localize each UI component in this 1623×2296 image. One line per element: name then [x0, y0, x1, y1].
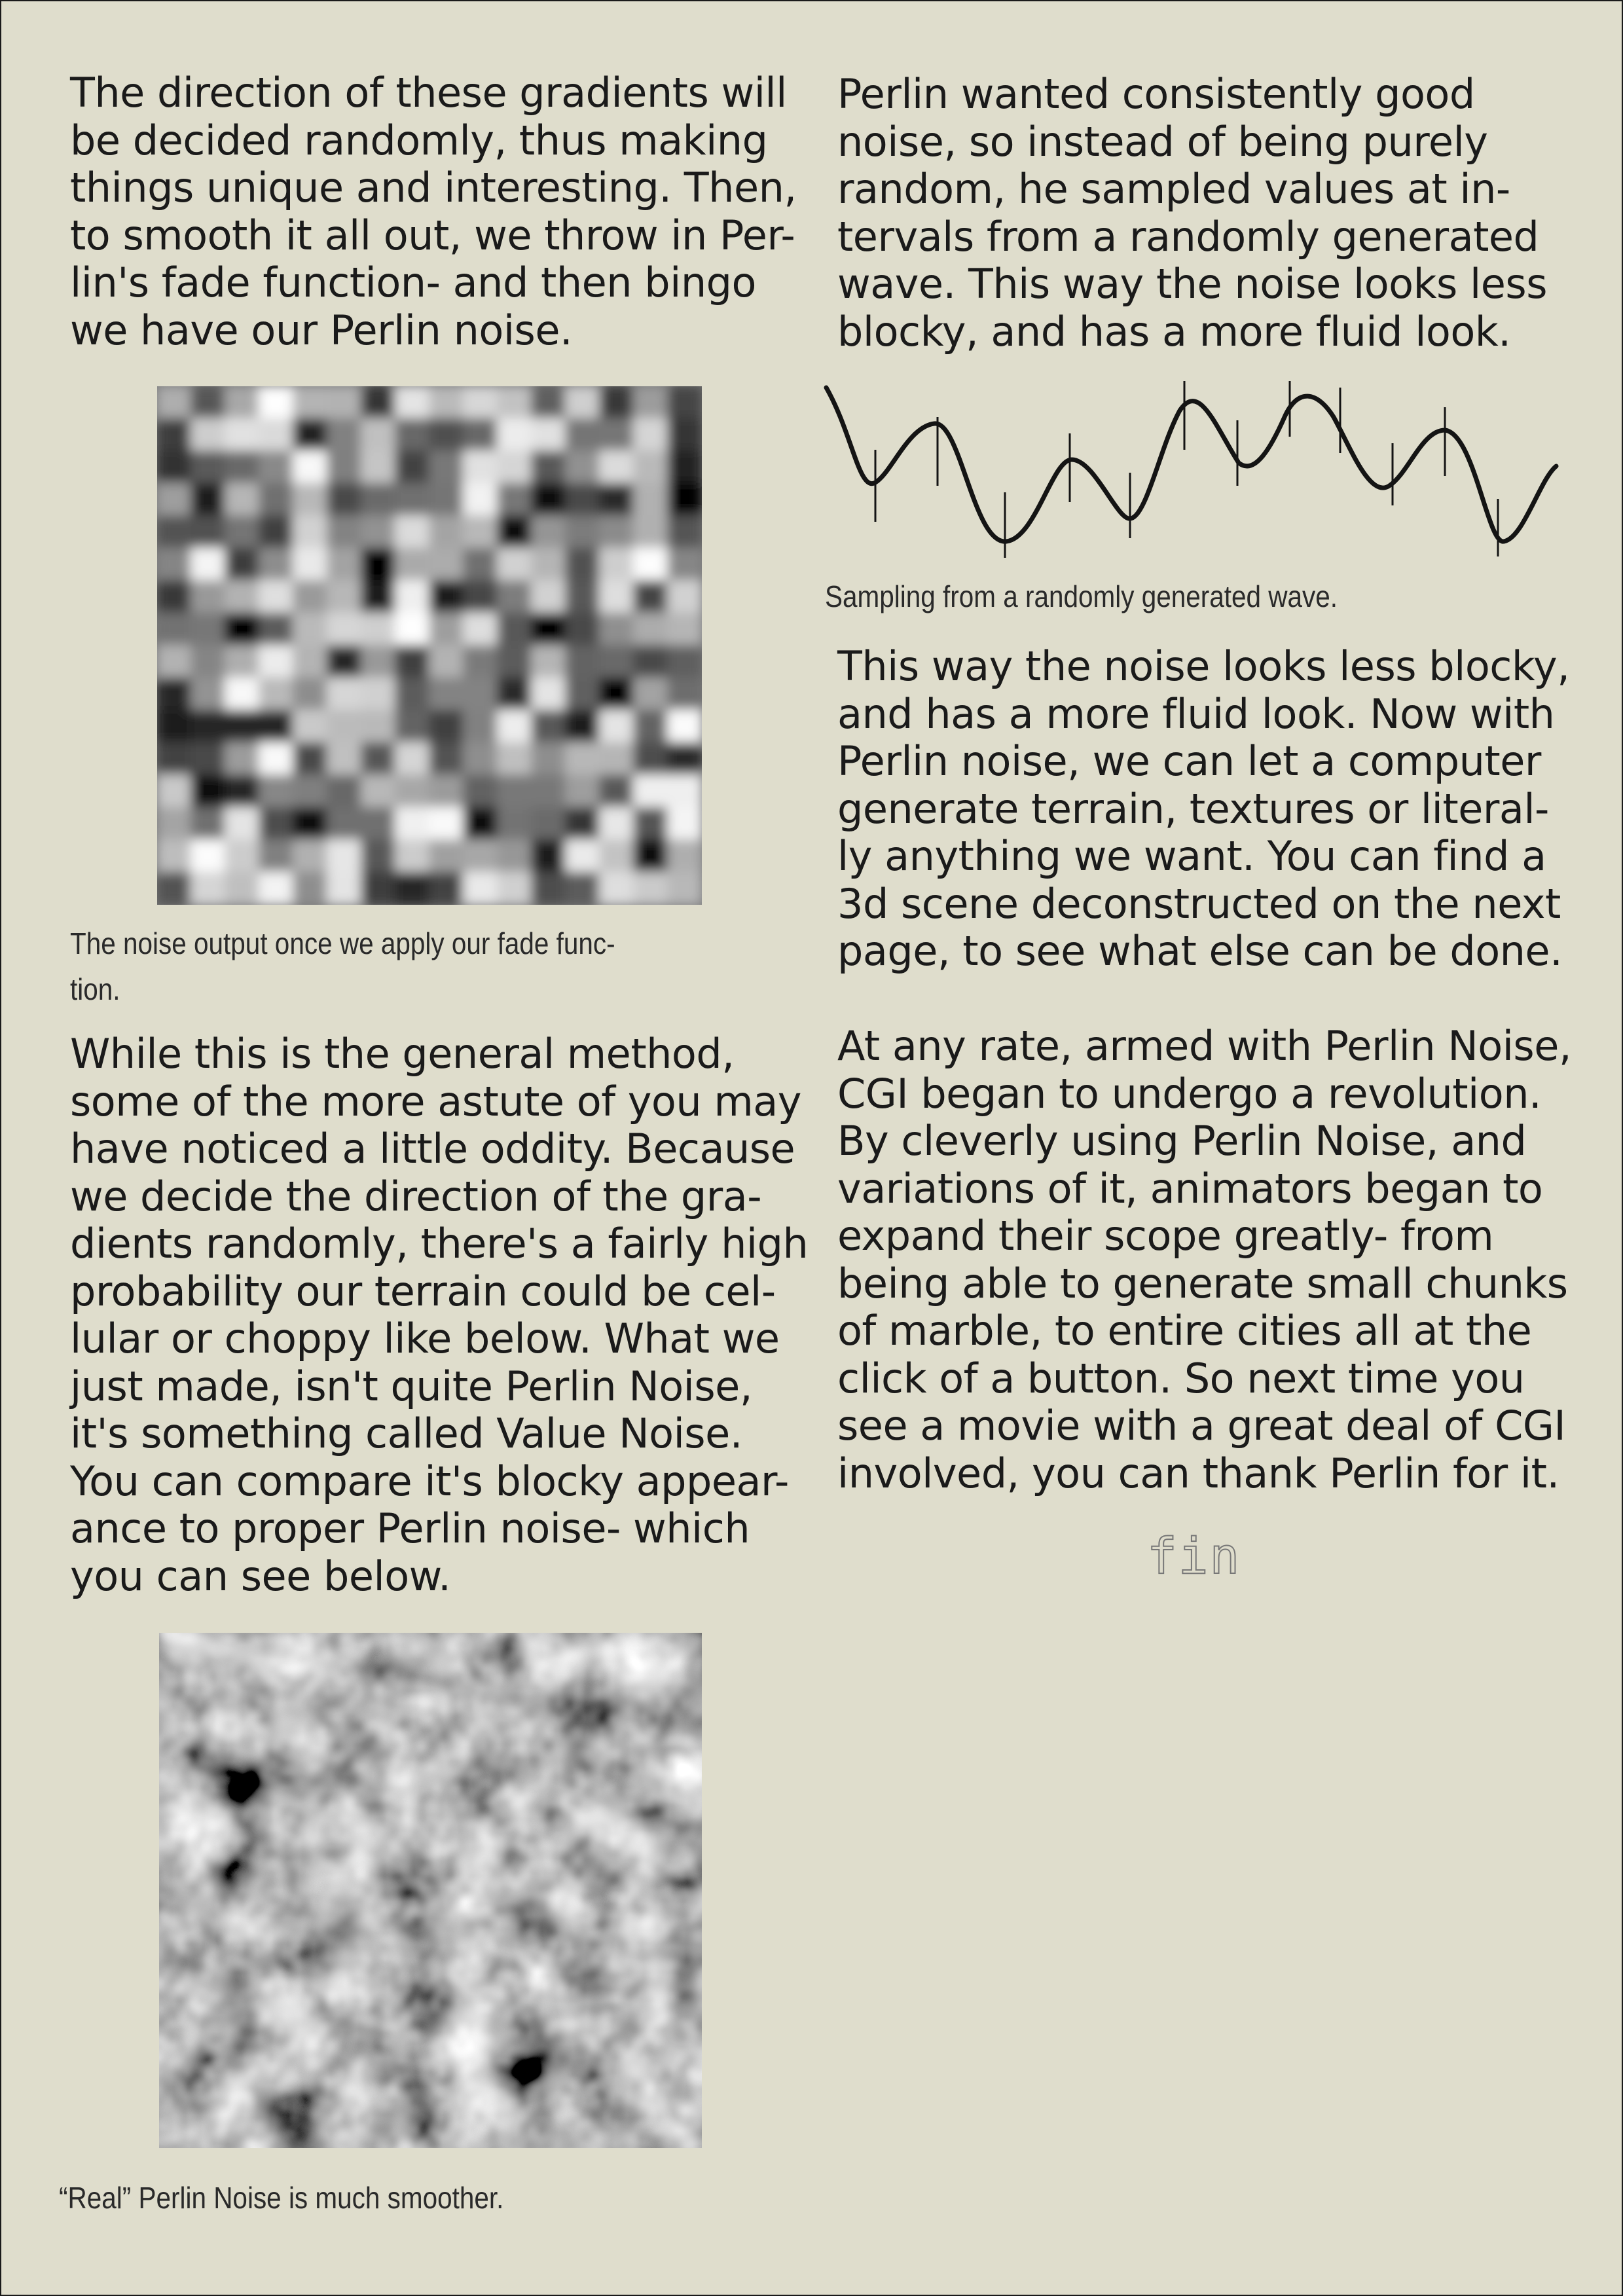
right-para-3: At any rate, armed with Perlin Noise, CGI began to undergo a revolution. By cleverly using Perlin Noise, and variations of it, animators began to expand their scope greatly- from being able to generate small chunks of marble, to entire cities all at the click of a button. So next time you see a movie with a great deal of CGI involved, you can thank Perlin for it. — [837, 1022, 1572, 1497]
wave-curve — [826, 388, 1556, 541]
fin-mark: fin — [1147, 1527, 1241, 1585]
wave-caption: Sampling from a randomly generated wave. — [825, 579, 1338, 613]
value-noise-caption: The noise output once we apply our fade func- tion. — [70, 926, 615, 1006]
sampled-wave-diagram — [820, 381, 1566, 564]
value-noise-image — [157, 386, 702, 905]
right-para-1: Perlin wanted consistently good noise, so instead of being purely random, he sampled values at in- tervals from a randomly generated wave. This way the noise looks less blocky, and has a more fluid look. — [837, 70, 1547, 355]
left-para-1: The direction of these gradients will be decided randomly, thus making things unique and interesting. Then, to smooth it all out, we throw in Per- lin's fade function- and then bingo we have our Perlin noise. — [70, 69, 797, 354]
left-para-2: While this is the general method, some of the more astute of you may have noticed a little oddity. Because we decide the direction of the gra- dients randomly, there's a fairly high probability our terrain could be cel- lular or choppy like below. What we just made, isn't quite Perlin Noise, it's something called Value Noise. You can compare it's blocky appear- ance to proper Perlin noise- which you can see below. — [70, 1030, 809, 1600]
perlin-noise-caption: “Real” Perlin Noise is much smoother. — [59, 2181, 504, 2215]
perlin-noise-image — [159, 1633, 702, 2148]
right-para-2: This way the noise looks less blocky, and has a more fluid look. Now with Perlin noise, we can let a computer generate terrain, textures or literal- ly anything we want. You can find a 3d scene deconstructed on the next page, to see what else can be done. — [837, 642, 1570, 975]
